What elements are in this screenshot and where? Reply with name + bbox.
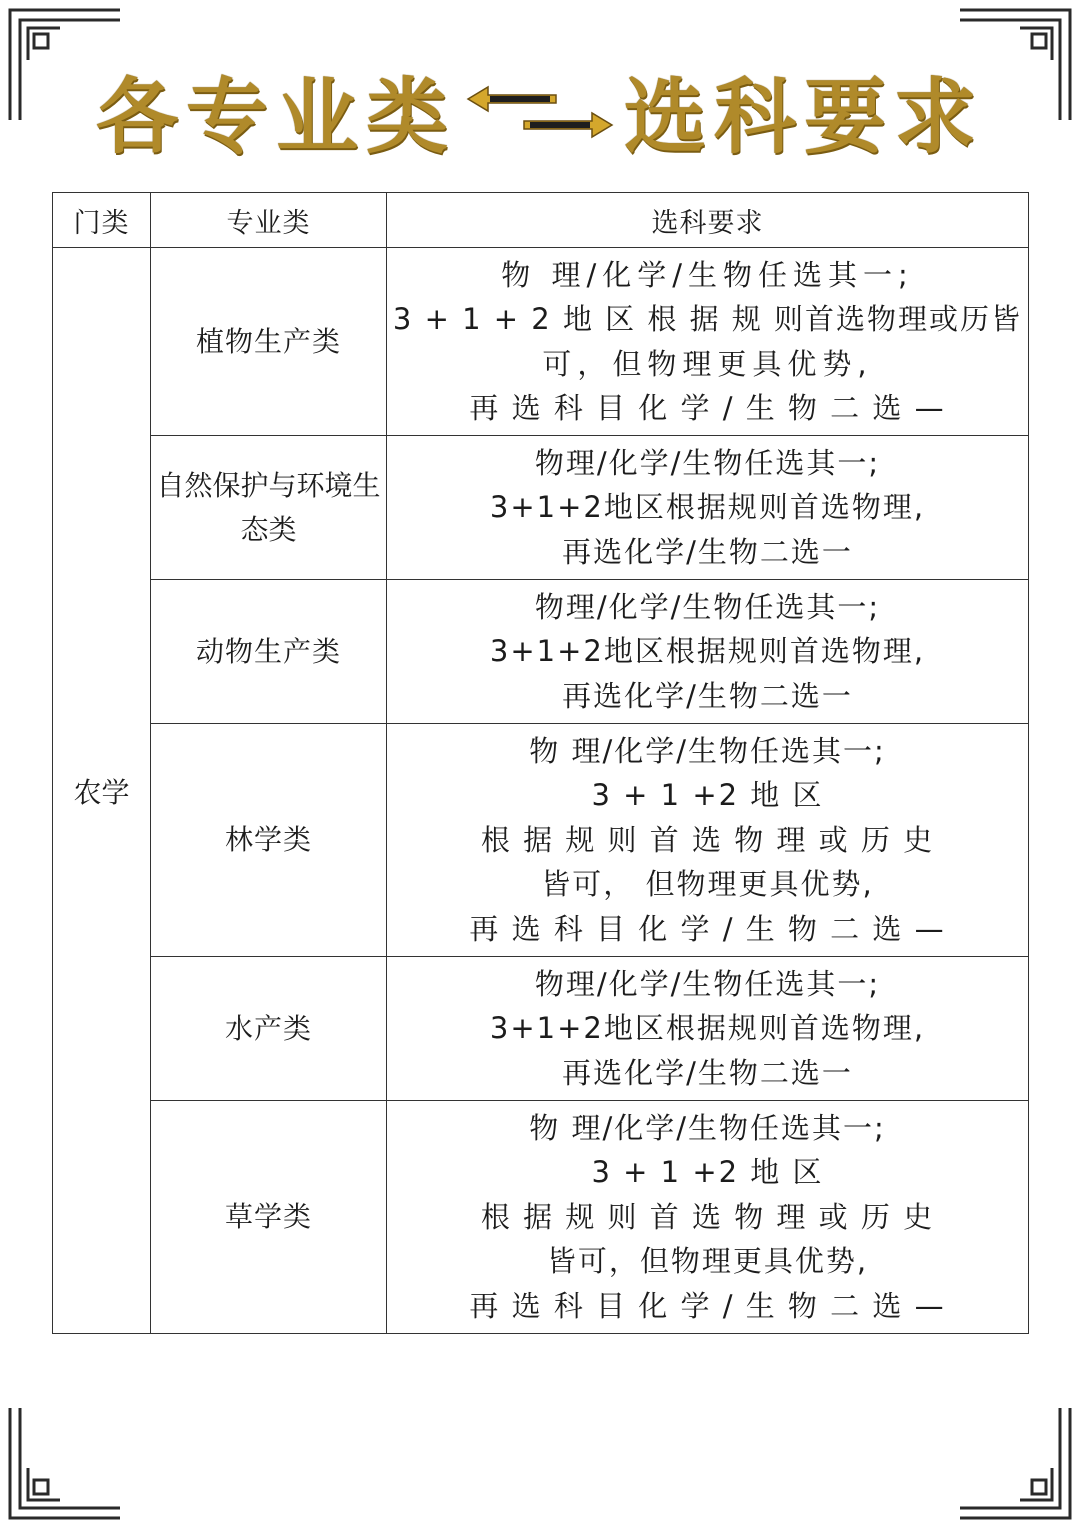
requirement-cell xyxy=(387,248,1029,436)
subject-requirements-table xyxy=(52,192,1029,1334)
requirement-cell xyxy=(387,436,1029,580)
requirement-cell xyxy=(387,1101,1029,1334)
requirement-cell xyxy=(387,580,1029,724)
requirement-line: 3 + 1 +2 地 区 xyxy=(591,778,824,813)
requirement-line: 物理/化学/生物任选其一; xyxy=(534,445,881,480)
category-cell: 农学 xyxy=(53,248,151,1334)
major-label: 自然保护与环境生态类 xyxy=(156,468,381,546)
major-cell: 水产类 xyxy=(151,957,387,1101)
requirement-line: 3+1+2地区根据规则首选物理, xyxy=(489,634,926,669)
requirement-line: 物 理/化学/生物任选其一; xyxy=(501,257,914,292)
requirement-line: 可，但物理更具优势, xyxy=(542,346,873,381)
requirement-line: 3+1+2地区根据规则首选物理, xyxy=(489,490,926,525)
major-cell: 动物生产类 xyxy=(151,580,387,724)
double-arrow-icon xyxy=(460,65,620,155)
requirement-line: 再选化学/生物二选一 xyxy=(562,1055,853,1090)
corner-ornament-bottom-right xyxy=(955,1403,1080,1528)
table-row xyxy=(53,580,1029,724)
header-category: 门类 xyxy=(53,193,151,248)
corner-ornament-bottom-left xyxy=(0,1403,125,1528)
title-right: 选科要求 xyxy=(624,68,985,165)
title-left: 各专业类 xyxy=(95,68,456,165)
requirement-line: 再 选 科 目 化 学 / 生 物 二 选 — xyxy=(469,391,946,425)
requirement-line: 再选化学/生物二选一 xyxy=(562,678,853,713)
requirement-line: 根 据 规 则 首 选 物 理 或 历 史 xyxy=(480,822,935,857)
requirement-line: 物 理/化学/生物任选其一; xyxy=(529,1110,886,1145)
page-title xyxy=(0,40,1080,180)
requirement-line: 物 理/化学/生物任选其一; xyxy=(529,733,886,768)
major-cell: 植物生产类 xyxy=(151,248,387,436)
requirement-line: 皆可，但物理更具优势, xyxy=(546,1244,869,1279)
requirement-line: 物理/化学/生物任选其一; xyxy=(534,966,881,1001)
requirement-line: 物理/化学/生物任选其一; xyxy=(534,589,881,624)
requirement-line: 3 + 1 +2 地 区 xyxy=(591,1155,824,1190)
major-cell: 草学类 xyxy=(151,1101,387,1334)
major-cell xyxy=(151,436,387,580)
table-header-row xyxy=(53,193,1029,248)
major-cell: 林学类 xyxy=(151,724,387,957)
requirement-line: 再 选 科 目 化 学 / 生 物 二 选 — xyxy=(469,1288,946,1323)
header-requirement: 选科要求 xyxy=(387,193,1029,248)
table-row xyxy=(53,248,1029,436)
requirement-line: 3+1+2地区根据规则首选物理, xyxy=(489,1011,926,1046)
table-row xyxy=(53,436,1029,580)
table-row xyxy=(53,957,1029,1101)
table-row xyxy=(53,1101,1029,1334)
requirement-cell xyxy=(387,724,1029,957)
requirement-line: 3 + 1 + 2 地 区 根 据 规 则首选物理或历皆 xyxy=(392,302,1023,336)
requirement-line: 根 据 规 则 首 选 物 理 或 历 史 xyxy=(480,1199,935,1234)
header-major: 专业类 xyxy=(151,193,387,248)
requirement-line: 再选化学/生物二选一 xyxy=(562,534,853,569)
requirement-line: 再 选 科 目 化 学 / 生 物 二 选 — xyxy=(469,911,946,946)
requirement-cell xyxy=(387,957,1029,1101)
table-row xyxy=(53,724,1029,957)
requirement-line: 皆可， 但物理更具优势, xyxy=(541,867,874,902)
